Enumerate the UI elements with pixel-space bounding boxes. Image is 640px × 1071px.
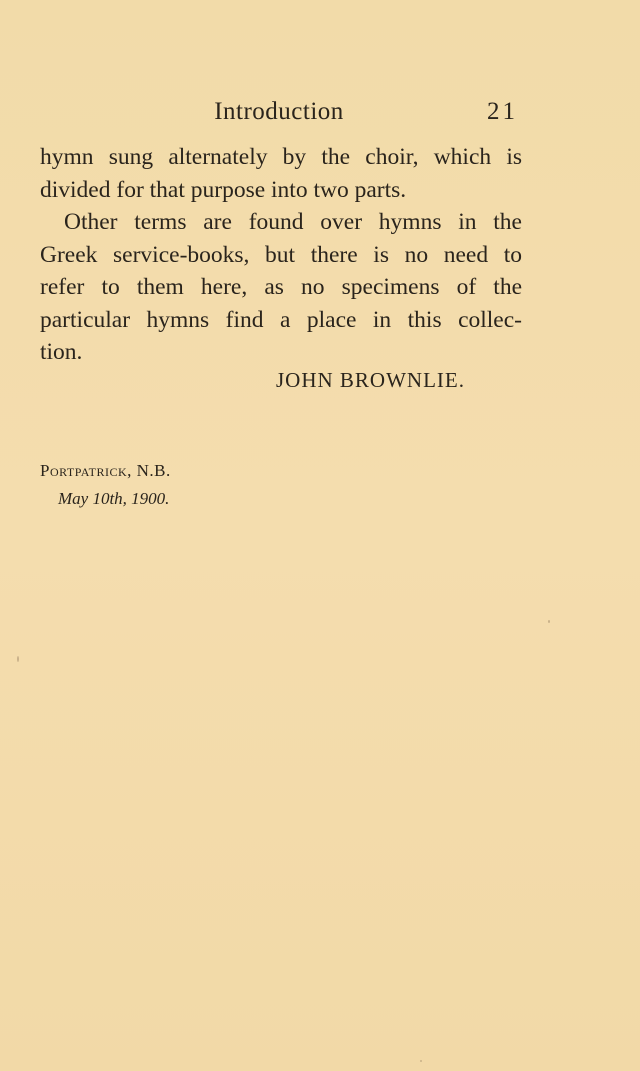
text-line: refer to them here, as no specimens of the: [40, 274, 522, 300]
dateline-place: Portpatrick, N.B.: [40, 461, 171, 480]
running-head: [40, 96, 518, 128]
signature: JOHN BROWNLIE.: [276, 368, 465, 392]
running-title: Introduction: [214, 98, 344, 125]
text-line: particular hymns find a place in this collec-: [40, 306, 522, 333]
body-text: [40, 141, 522, 369]
text-line: tion.: [40, 339, 83, 365]
paragraph-1: [40, 141, 522, 206]
text-line: divided for that purpose into two parts.: [40, 176, 407, 203]
paper-speck: [420, 1060, 422, 1062]
paragraph-2: [40, 206, 522, 369]
text-line: hymn sung alternately by the choir, which is: [40, 144, 522, 170]
text-line: Greek service-books, but there is no need to: [40, 241, 522, 268]
paper-speck: [17, 656, 19, 662]
dateline-date: May 10th, 1900.: [58, 489, 170, 508]
text-line: Other terms are found over hymns in the: [64, 209, 522, 235]
page-number: 21: [487, 98, 518, 125]
dateline: [40, 457, 171, 513]
paper-speck: [548, 620, 550, 623]
